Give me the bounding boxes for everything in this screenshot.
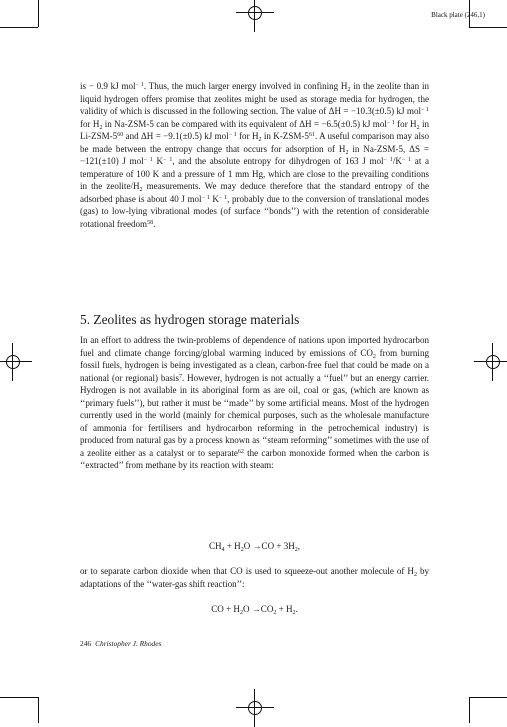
- registration-mark-right: [482, 351, 504, 373]
- running-author: Christopher J. Rhodes: [95, 639, 162, 648]
- body-paragraph-2: In an effort to address the twin-problems of dependence of nations upon imported hydrocarbon fuel and climate change forcing/global warming induced by emissions of $CO_2$ from burning fossil fuels, hydrogen is being investigated as a clean, carbon-free fuel that could be made on a national (or regional) basis$^7$. However, hydrogen is not actually a ‘‘fuel’’ but an energy carrier. Hydrogen is not available in its aboriginal form as are oil, coal or gas, (which are known as ‘‘primary fuels’’), but rather it must be ‘‘made’’ by some artificial means. Most of the hydrogen currently used in the world (mainly for chemical purposes, such as the wholesale manufacture of ammonia for fertilisers and hydrocarbon reforming in the petrochemical industry) is produced from natural gas by a process known as ‘‘steam reforming’’ sometimes with the use of a zeolite either as a catalyst or to separate$^{62}$ the carbon monoxide formed when the carbon is ‘‘extracted’’ from methane by its reaction with steam:: [80, 335, 429, 471]
- page-footer: [80, 639, 161, 649]
- registration-mark-bottom: [244, 697, 266, 719]
- trim-line-top-left-v: [38, 0, 39, 27]
- trim-line-bottom-left-v: [38, 697, 39, 723]
- equation-steam-reforming: $CH_4 + H_2O \to CO + 3H_2$,: [208, 541, 301, 553]
- body-paragraph-1: is − 0.9 kJ mol$^{- 1}$. Thus, the much larger energy involved in confining $H_2$ in the zeolite than in liquid hydrogen offers promise that zeolites might be used as storage media for hydrogen, the validity of which is discussed in the following section. The value of ΔH = −10.3(±0.5) kJ mol$^{- 1}$ for $H_2$ in Na-ZSM-5 can be compared with its equivalent of ΔH = −6.5(±0.5) kJ mol$^{- 1}$ for $H_2$ in $Li-ZSM-5^{60}$ and ΔH = −9.1(±0.5) kJ mol$^{- 1}$ for $H_2$ in $K-ZSM-5^{61}$. A useful comparison may also be made between the entropy change that occurs for adsorption of $H_2$ in Na-ZSM-5, ΔS = −121(±10) J mol$^{- 1}$ $K^{- 1}$, and the absolute entropy for dihydrogen of 163 J $mol^{- 1}/K^{- 1}$ at a temperature of 100 K and a pressure of 1 mm Hg, which are close to the prevailing conditions in the zeolite/$H_2$ measurements. We may deduce therefore that the standard entropy of the adsorbed phase is about 40 J mol$^{- 1}$ $K^{- 1}$, probably due to the conversion of translational modes (gas) to low-lying vibrational modes (of surface ‘‘bonds’’) with the retention of considerable rotational freedom$^{58}$.: [80, 81, 430, 230]
- trim-line-top-right: [469, 27, 507, 28]
- trim-line-bottom-left: [0, 697, 38, 698]
- section-heading: 5. Zeolites as hydrogen storage materials: [80, 312, 300, 327]
- trim-line-bottom-right: [469, 697, 507, 698]
- trim-line-bottom-right-v: [469, 697, 470, 723]
- body-paragraph-3: or to separate carbon dioxide when that CO is used to squeeze-out another molecule of $H_2$ by adaptations of the ‘‘water-gas shift reaction’’:: [80, 566, 430, 589]
- equation-water-gas-shift: CO + $H_2O \to CO_2 + H_2$.: [211, 604, 298, 616]
- registration-mark-top: [244, 2, 266, 24]
- trim-line-top-left: [0, 27, 38, 28]
- plate-label: Black plate (246,1): [431, 11, 485, 19]
- registration-mark-left: [2, 351, 24, 373]
- page-number: 246: [80, 639, 92, 648]
